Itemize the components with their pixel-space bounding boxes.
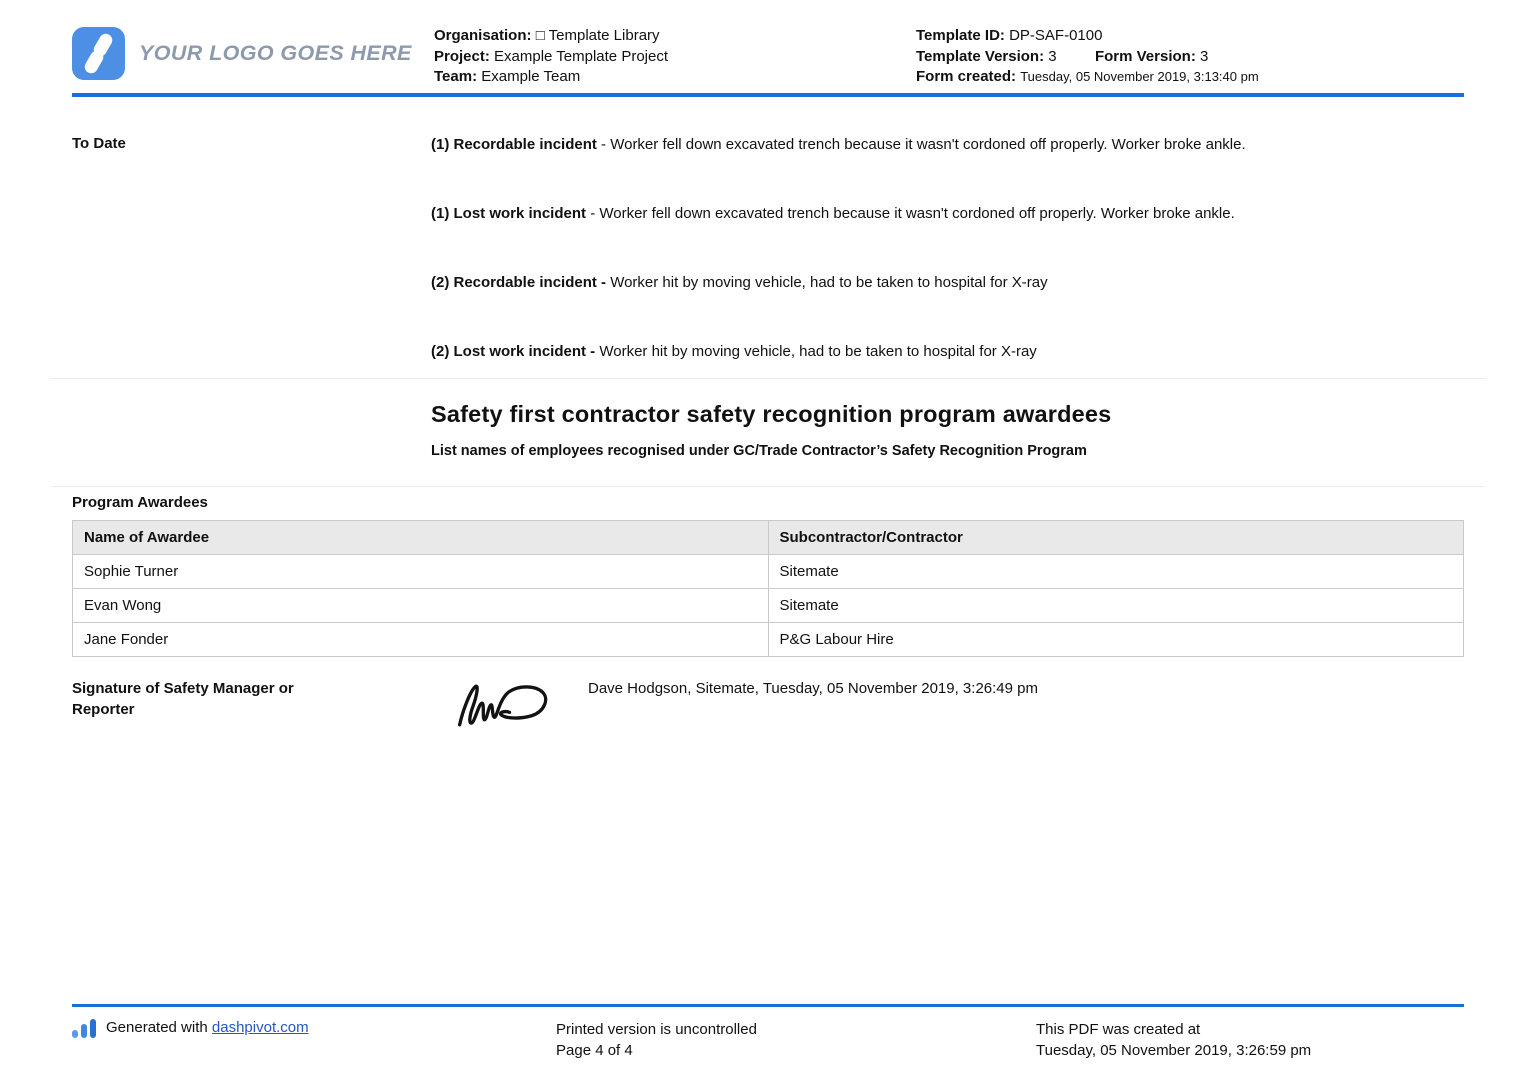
organisation-line: [434, 26, 668, 47]
section-divider-table: [50, 486, 1486, 487]
name-of-awardee-header: Name of Awardee: [73, 521, 769, 555]
signature-label-line1: Signature of Safety Manager or: [72, 680, 294, 697]
footer-created: [1036, 1019, 1311, 1061]
incident-1-title: (1) Recordable incident: [431, 136, 597, 153]
incident-line-3: [431, 273, 1471, 292]
header-divider: [72, 93, 1464, 97]
program-awardees-label: Program Awardees: [72, 494, 208, 511]
dashpivot-bars-icon: [72, 1017, 98, 1041]
template-version-value: 3: [1048, 47, 1057, 65]
contractor-cell: Sitemate: [768, 555, 1464, 589]
incident-2-title: (1) Lost work incident: [431, 205, 587, 222]
incident-line-1: [431, 135, 1471, 154]
header-logo: [72, 27, 412, 80]
template-id-label: Template ID:: [916, 27, 1005, 44]
header-organisation-block: [434, 26, 668, 88]
incident-line-2: [431, 204, 1471, 223]
project-line: [434, 47, 668, 68]
form-created-label: Form created:: [916, 68, 1017, 85]
form-version-value: 3: [1199, 47, 1209, 65]
signature-label: [72, 678, 372, 720]
footer-generated: [72, 1017, 309, 1041]
team-value: Example Team: [481, 68, 581, 85]
team-label: Team:: [434, 68, 478, 85]
incident-line-4: [431, 342, 1471, 361]
signature-details: Dave Hodgson, Sitemate, Tuesday, 05 November 2019, 3:26:49 pm: [588, 680, 1038, 697]
table-header-row: [73, 521, 1464, 555]
template-id-value: DP-SAF-0100: [1009, 27, 1103, 44]
organisation-label: Organisation:: [434, 27, 532, 44]
incident-3-text: Worker hit by moving vehicle, had to be taken to hospital for X-ray: [610, 274, 1048, 291]
awardees-title: Safety first contractor safety recognition program awardees: [431, 401, 1112, 427]
form-created-value: Tuesday, 05 November 2019, 3:13:40 pm: [1020, 69, 1259, 84]
awardees-table: [72, 520, 1464, 657]
incident-2-text: - Worker fell down excavated trench because it wasn't cordoned off properly. Worker broke ankle.: [590, 205, 1235, 222]
page-number: Page 4 of 4: [556, 1042, 633, 1059]
table-row: [73, 589, 1464, 623]
incident-4-title: (2) Lost work incident -: [431, 343, 596, 360]
generated-with-text: [106, 1017, 309, 1036]
dashpivot-link[interactable]: dashpivot.com: [211, 1019, 309, 1036]
incident-1-text: - Worker fell down excavated trench because it wasn't cordoned off properly. Worker broke ankle.: [601, 136, 1246, 153]
awardee-name-cell: Evan Wong: [73, 589, 769, 623]
subcontractor-header: Subcontractor/Contractor: [768, 521, 1464, 555]
signature-label-line2: Reporter: [72, 701, 135, 718]
incident-3-title: (2) Recordable incident -: [431, 274, 607, 291]
incident-4-text: Worker hit by moving vehicle, had to be taken to hospital for X-ray: [599, 343, 1037, 360]
logo-placeholder-text: YOUR LOGO GOES HERE: [139, 41, 412, 65]
signature-image: [448, 678, 556, 730]
organisation-value: □ Template Library: [535, 27, 660, 44]
awardee-name-cell: Sophie Turner: [73, 555, 769, 589]
contractor-cell: P&G Labour Hire: [768, 623, 1464, 657]
generated-prefix: Generated with: [106, 1019, 208, 1036]
section-divider-top: [50, 378, 1486, 379]
table-row: [73, 623, 1464, 657]
contractor-cell: Sitemate: [768, 589, 1464, 623]
form-version-label: Form Version:: [1094, 47, 1196, 65]
footer-printed: [556, 1019, 757, 1061]
team-line: [434, 67, 668, 88]
to-date-label: To Date: [72, 135, 126, 152]
form-created-line: [916, 67, 1259, 88]
project-value: Example Template Project: [494, 47, 669, 65]
pdf-created-text: This PDF was created at: [1036, 1021, 1201, 1038]
logo-mark-icon: [72, 27, 125, 80]
printed-version-text: Printed version is uncontrolled: [556, 1021, 757, 1038]
pdf-created-timestamp: Tuesday, 05 November 2019, 3:26:59 pm: [1036, 1042, 1312, 1059]
versions-line: [916, 47, 1259, 68]
header-template-block: [916, 26, 1259, 88]
footer-divider: [72, 1004, 1464, 1007]
template-id-line: [916, 26, 1259, 47]
table-row: [73, 555, 1464, 589]
template-version-label: Template Version:: [916, 47, 1045, 65]
project-label: Project:: [434, 47, 490, 65]
awardee-name-cell: Jane Fonder: [73, 623, 769, 657]
awardees-subtitle: List names of employees recognised under GC/Trade Contractor’s Safety Recognition Program: [431, 443, 1087, 459]
